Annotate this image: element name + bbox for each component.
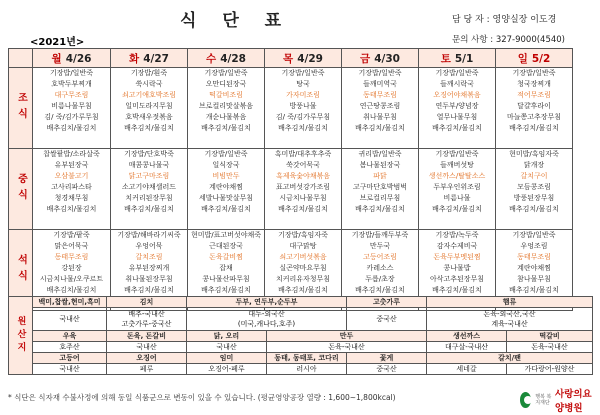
menu-item: 닭고구마조림 <box>128 172 170 180</box>
menu-item: 흑제육숯야채볶음 <box>275 172 331 180</box>
origin-value: 중국산 <box>347 308 427 331</box>
menu-item: 배추김치/물김치 <box>201 124 251 132</box>
menu-item: 탕국 <box>296 80 310 88</box>
day-name: 금 <box>360 52 371 65</box>
menu-item: 유부된장국 <box>54 161 89 169</box>
menu-item: 기장밥/일반죽 <box>204 69 248 77</box>
day-name: 월 <box>51 52 62 65</box>
menu-item: 기장밥/단호박죽 <box>124 150 174 158</box>
origin-head: 고춧가루 <box>347 297 427 308</box>
menu-item: 동태무조림 <box>54 253 89 261</box>
origin-value: 가다랑어-원양산 <box>507 364 593 375</box>
menu-item: 열무나물무침 <box>436 113 478 121</box>
menu-item: 청경채무침 <box>54 194 89 202</box>
menu-item: 배추김치/물김치 <box>278 205 328 213</box>
menu-cell <box>419 68 496 149</box>
menu-item: 계란야채찜 <box>209 183 243 191</box>
menu-cell <box>496 149 573 230</box>
day-name: 토 <box>440 52 451 65</box>
menu-item: 콩나물산파무침 <box>202 275 250 283</box>
menu-item: 달걀후라이 <box>517 102 551 110</box>
origin-head: 오징어 <box>107 353 187 364</box>
menu-item: 세발나물맛살무침 <box>198 194 254 202</box>
menu-item: 고등어조림 <box>363 253 397 261</box>
menu-item: 계란야채찜 <box>517 264 551 272</box>
menu-item: 현미밥/흑임자죽 <box>509 150 559 158</box>
origin-head: 두부, 연두부,순두부 <box>187 297 347 308</box>
menu-table <box>8 48 573 311</box>
day-date: 4/30 <box>374 52 400 65</box>
menu-item: 호박새우젓볶음 <box>125 113 173 121</box>
menu-item: 기장밥/일반죽 <box>512 69 556 77</box>
origin-label: 원산지 <box>9 297 33 375</box>
meal-label: 석식 <box>9 230 33 311</box>
origin-value: 대구살-국내산 <box>427 342 507 353</box>
origin-value: 국내산 <box>33 308 107 331</box>
menu-cell <box>496 68 573 149</box>
menu-item: 개순나물볶음 <box>205 113 247 121</box>
menu-item: 배추김치/물김치 <box>201 205 251 213</box>
menu-item: 감자수제비국 <box>436 242 478 250</box>
corner-cell <box>9 49 33 68</box>
menu-item: 배추김치/물김치 <box>509 124 559 132</box>
menu-item: 연근땅콩조림 <box>359 102 401 110</box>
day-header <box>419 49 496 68</box>
menu-item: 파닭 <box>373 172 387 180</box>
menu-item: 들깨미역국 <box>363 80 397 88</box>
manager-text: 담 당 자 : 영양실장 이도경 <box>452 15 557 25</box>
menu-item: 일식장국 <box>212 161 240 169</box>
menu-item: 배추김치/물김치 <box>124 124 174 132</box>
origin-value: 러시아 <box>267 364 347 375</box>
menu-item: 김/ 죽/김가루무침 <box>275 113 331 121</box>
menu-item: 기장밥/일반죽 <box>281 69 325 77</box>
menu-item: 치커리된장무침 <box>125 194 173 202</box>
menu-item: 들깨시락국 <box>440 80 474 88</box>
menu-item: 배추김치/물김치 <box>509 286 559 294</box>
origin-value: 페루 <box>107 364 187 375</box>
day-date: 4/26 <box>65 52 92 65</box>
origin-value: 국내산 <box>187 342 267 353</box>
menu-item: 근대된장국 <box>209 242 243 250</box>
menu-item: 두부우인위조림 <box>433 183 481 191</box>
menu-item: 배추김치/물김치 <box>46 205 97 213</box>
logo-subtitle: 행복 복지재단 <box>535 394 552 406</box>
menu-cell <box>33 68 111 149</box>
menu-item: 돈육두부멧된찜 <box>433 253 481 261</box>
menu-item: 쑥갓어묵국 <box>286 161 320 169</box>
hospital-name: 사랑의요양병원 <box>555 389 592 414</box>
menu-item: 호박두부찌개 <box>51 80 92 88</box>
origin-head: 닭, 오리 <box>187 331 267 342</box>
origin-head: 고등어 <box>33 353 107 364</box>
menu-item: 우엉조림 <box>520 242 548 250</box>
menu-item: 배추김치/물김치 <box>355 124 405 132</box>
hospital-logo <box>520 386 600 414</box>
menu-item: 봄나물된장국 <box>359 161 401 169</box>
origin-head: 김치 <box>107 297 187 308</box>
origin-head: 백미,찹쌀,현미,흑미 <box>33 297 107 308</box>
menu-item: 모듬콩조림 <box>517 183 551 191</box>
origin-head: 임미 <box>187 353 267 364</box>
menu-item: 배추김치/물김치 <box>432 124 482 132</box>
origin-head: 만두 <box>267 331 427 342</box>
menu-item: 배추김치/물김치 <box>432 286 482 294</box>
menu-item: 기장밥/일반죽 <box>358 69 402 77</box>
menu-item: 기장밥/들깨두부죽 <box>351 231 409 239</box>
menu-item: 시금치나물/오쿠르트 <box>39 275 104 283</box>
menu-item: 배추김치/물김치 <box>432 205 482 213</box>
menu-item: 오삼불고기 <box>54 172 89 180</box>
menu-item: 잡채 <box>219 264 233 272</box>
menu-item: 동태무조림 <box>517 253 551 261</box>
menu-item: 연두부/양념장 <box>435 102 479 110</box>
menu-item: 배추김치/물김치 <box>278 286 328 294</box>
day-date: 5/1 <box>454 52 474 65</box>
origin-head: 떡갈비 <box>507 331 593 342</box>
logo-icon <box>520 392 531 408</box>
day-header <box>265 49 342 68</box>
menu-item: 아삭고추된장무침 <box>429 275 485 283</box>
menu-item: 갈치조림 <box>135 253 163 261</box>
menu-item: 대구무조림 <box>54 91 89 99</box>
origin-head: 갈치/팬 <box>427 353 593 364</box>
origin-head: 돈육, 돈갈비 <box>107 331 187 342</box>
menu-item: 소고기야채샐러드 <box>121 183 177 191</box>
menu-cell <box>342 149 419 230</box>
origin-head: 우육 <box>33 331 107 342</box>
menu-item: 오만디된장국 <box>205 80 247 88</box>
menu-item: 방풍된장무침 <box>513 194 555 202</box>
day-header <box>111 49 188 68</box>
menu-item: 쇠고기애호박조림 <box>121 91 177 99</box>
menu-item: 기장밥/녹두죽 <box>435 231 479 239</box>
menu-item: 배추김치/물김치 <box>278 124 328 132</box>
origin-value: 국내산 <box>107 342 187 353</box>
menu-item: 취나물된장무침 <box>125 275 173 283</box>
day-date: 4/27 <box>143 52 169 65</box>
menu-item: 김/ 죽/김가루무침 <box>44 113 99 121</box>
origin-head: 꽃게 <box>347 353 427 364</box>
menu-item: 강된장 <box>61 264 82 272</box>
menu-item: 대구맑탕 <box>289 242 317 250</box>
menu-item: 방풍나물 <box>289 102 317 110</box>
origin-value: 배추-국내산 고춧가루-중국산 <box>107 308 187 331</box>
menu-item: 배추김치/물김치 <box>124 205 174 213</box>
day-header <box>33 49 111 68</box>
origin-head: 동태, 동태포, 코다리 <box>267 353 347 364</box>
menu-item: 배추김치/물김치 <box>355 205 405 213</box>
menu-item: 배추김치/물김치 <box>355 286 405 294</box>
day-date: 5/2 <box>531 52 551 65</box>
menu-item: 기장밥/해바라기씨죽 <box>117 231 181 239</box>
menu-item: 오징어야채볶음 <box>433 91 481 99</box>
origin-value: 대두-외국산 (미국,캐나다,호주) <box>187 308 347 331</box>
menu-item: 마늘쫑고추장무침 <box>506 113 562 121</box>
origin-value: 국내산 <box>33 364 107 375</box>
menu-item: 기장밥/일반죽 <box>435 150 479 158</box>
menu-item: 닭개장 <box>523 161 545 169</box>
menu-item: 들깨버섯탕 <box>440 161 474 169</box>
day-name: 수 <box>206 52 217 65</box>
menu-item: 브로컬리맛살볶음 <box>198 102 254 110</box>
meal-label: 조식 <box>9 68 33 149</box>
origin-value: 오징어-페루 <box>187 364 267 375</box>
menu-item: 갈치구이 <box>520 172 548 180</box>
menu-item: 비름나물 <box>443 194 471 202</box>
menu-item: 쑥시락국 <box>135 80 163 88</box>
menu-item: 적어무조림 <box>517 91 551 99</box>
menu-item: 콩나물밥 <box>443 264 471 272</box>
menu-cell <box>342 68 419 149</box>
menu-item: 청국장찌개 <box>517 80 551 88</box>
day-header <box>496 49 573 68</box>
menu-item: 쇠고기버섯볶음 <box>279 253 327 261</box>
day-date: 4/29 <box>297 52 323 65</box>
menu-item: 고구마단호박범벅 <box>352 183 408 191</box>
year-label: <2021년> <box>30 37 85 48</box>
menu-item: 실곤약마요무침 <box>279 264 327 272</box>
origin-value: 중국산 <box>347 364 427 375</box>
menu-item: 유부된장찌개 <box>128 264 170 272</box>
menu-cell <box>265 149 342 230</box>
menu-cell <box>188 68 265 149</box>
menu-item: 비빔만두 <box>212 172 240 180</box>
day-name: 화 <box>129 52 140 65</box>
footnote: * 식단은 식자재 수불사정에 의해 동일 식품군으로 변동이 있을 수 있습니다. (평균영양공장 열량 : 1,600~1,800kcal) <box>8 393 396 402</box>
menu-item: 기장밥/일반죽 <box>435 69 479 77</box>
menu-item: 일미도라지무침 <box>125 102 173 110</box>
menu-item: 기장밥/팥죽 <box>53 231 90 239</box>
menu-item: 귀리밥/일반죽 <box>358 150 402 158</box>
origin-value: 세네갈 <box>427 364 507 375</box>
menu-cell <box>111 68 188 149</box>
menu-item: 취나물무침 <box>363 113 397 121</box>
menu-item: 시금치나물무침 <box>279 194 327 202</box>
menu-cell <box>33 149 111 230</box>
menu-item: 배추김치/물김치 <box>201 286 251 294</box>
menu-item: 우엉어묵 <box>135 242 163 250</box>
menu-item: 브로컬리무침 <box>359 194 401 202</box>
menu-item: 찹쌀팥밥/소라살죽 <box>43 150 100 158</box>
menu-item: 기장밥/일반죽 <box>204 150 248 158</box>
menu-item: 참나물무침 <box>517 275 551 283</box>
day-header <box>342 49 419 68</box>
day-date: 4/28 <box>220 52 246 65</box>
menu-cell <box>188 149 265 230</box>
contact-text: 문의 사항 : 327-9000(4540) <box>452 35 566 45</box>
origin-value: 돈육-국내산 <box>267 342 427 353</box>
menu-item: 만두국 <box>369 242 391 250</box>
menu-item: 매콤콩나물국 <box>128 161 170 169</box>
menu-cell <box>265 68 342 149</box>
origin-value: 돈육-외국산,국산 계육-국내산 <box>427 308 593 331</box>
menu-item: 배추김치/물김치 <box>124 286 174 294</box>
menu-item: 현미밥/표고버섯야채죽 <box>191 231 261 239</box>
menu-item: 두릅/초장 <box>365 275 395 283</box>
menu-item: 흑미밥/대추후추죽 <box>274 150 332 158</box>
menu-item: 동태무조림 <box>363 91 397 99</box>
menu-item: 가자미조림 <box>286 91 320 99</box>
menu-item: 맑은어묵국 <box>54 242 89 250</box>
menu-item: 떡갈비조림 <box>209 91 243 99</box>
menu-item: 기장밥/일반죽 <box>512 231 556 239</box>
origin-value: 호주산 <box>33 342 107 353</box>
meal-label: 중식 <box>9 149 33 230</box>
origin-table <box>8 296 593 375</box>
menu-item: 기장밥/흰죽 <box>130 69 168 77</box>
menu-item: 돈육갈비찜 <box>209 253 243 261</box>
origin-value: 돈육-국내산 <box>507 342 593 353</box>
menu-item: 카레소스 <box>366 264 394 272</box>
menu-item: 치커리유자청무침 <box>275 275 331 283</box>
menu-item: 기장밥/일반죽 <box>50 69 93 77</box>
menu-item: 배추김치/물김치 <box>509 205 559 213</box>
day-header <box>188 49 265 68</box>
menu-item: 기장밥/흑임자죽 <box>278 231 328 239</box>
menu-cell <box>419 149 496 230</box>
page-title: 식 단 표 <box>180 11 292 31</box>
origin-head: 생선까스 <box>427 331 507 342</box>
menu-item: 배추김치/물김치 <box>46 286 97 294</box>
menu-item: 생선까스/탈탈소스 <box>428 172 486 180</box>
day-name: 목 <box>283 52 294 65</box>
menu-item: 비름나물무침 <box>51 102 92 110</box>
menu-cell <box>111 149 188 230</box>
origin-head: 햄류 <box>427 297 593 308</box>
menu-item: 고사리파스타 <box>51 183 92 191</box>
day-name: 일 <box>517 52 528 65</box>
menu-item: 배추김치/물김치 <box>46 124 97 132</box>
menu-item: 표고버섯강가조림 <box>275 183 331 191</box>
